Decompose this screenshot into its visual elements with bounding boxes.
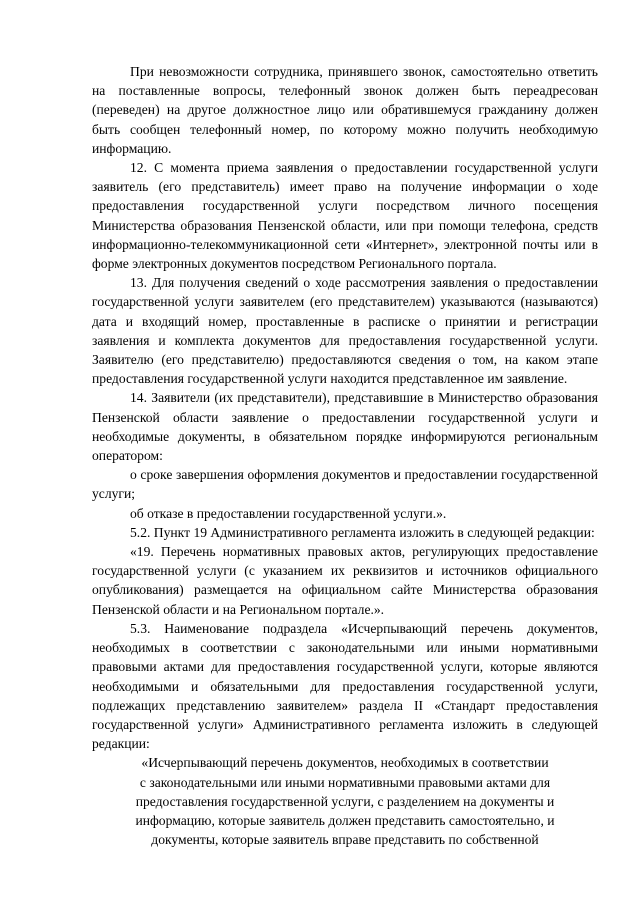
- centered-heading-line: «Исчерпывающий перечень документов, необходимых в соответствии: [141, 755, 549, 771]
- centered-heading: [92, 753, 598, 849]
- paragraph-14-item-deadline: о сроке завершения оформления документов и предоставлении государственной услуги;: [92, 467, 598, 502]
- paragraph-redirect-call: При невозможности сотрудника, принявшего звонок, самостоятельно ответить на поставленные вопросы, телефонный звонок должен быть переадресован (переведен) на другое должностное лицо или обратившемуся гражданину должен быть сообщен телефонный номер, по которому можно получить необходимую информацию.: [92, 64, 598, 156]
- centered-heading-line: документы, которые заявитель вправе представить по собственной: [151, 832, 539, 848]
- paragraph-19: «19. Перечень нормативных правовых актов, регулирующих предоставление государственной услуги (с указанием их реквизитов и источников официального опубликования) размещается на официальном сайте Министерства образования Пензенской области и на Региональном портале.».: [92, 544, 598, 617]
- document-page: [92, 62, 598, 849]
- centered-heading-line: информацию, которые заявитель должен представить самостоятельно, и: [135, 812, 555, 828]
- paragraph-14: 14. Заявители (их представители), представившие в Министерство образования Пензенской области заявление о предоставлении государственной услуги и необходимые документы, в обязательном порядке информируются региональным оператором:: [92, 390, 598, 464]
- paragraph-13: 13. Для получения сведений о ходе рассмотрения заявления о предоставлении государственной услуги заявителем (его представителем) указываются (называются) дата и входящий номер, проставленные в расписке о принятии и регистрации заявления и комплекта документов для предоставления государственной услуги. Заявителю (его представителю) предоставляются сведения о том, на каком этапе предоставления государственной услуги находится представленное им заявление.: [92, 275, 598, 387]
- paragraph-5-3: 5.3. Наименование подраздела «Исчерпывающий перечень документов, необходимых в соответствии с законодательными или иными нормативными правовыми актами для предоставления государственной услуги, которые являются необходимыми и обязательными для предоставления государственной услуги, подлежащих представлению заявителем» раздела II «Стандарт предоставления государственной услуги» Административного регламента изложить в следующей редакции:: [92, 620, 598, 752]
- paragraph-12: 12. С момента приема заявления о предоставлении государственной услуги заявитель (его представитель) имеет право на получение информации о ходе предоставления государственной услуги посредством личного посещения Министерства образования Пензенской области, или при помощи телефона, средств информационно-телекоммуникационной сети «Интернет», электронной почты или в форме электронных документов посредством Регионального портала.: [92, 160, 598, 272]
- paragraph-14-item-refusal: об отказе в предоставлении государственной услуги.».: [130, 505, 447, 521]
- paragraph-5-2: 5.2. Пункт 19 Административного регламента изложить в следующей редакции:: [130, 524, 595, 540]
- centered-heading-line: с законодательными или иными нормативными правовыми актами для: [139, 774, 551, 790]
- centered-heading-line: предоставления государственной услуги, с разделением на документы и: [135, 793, 555, 809]
